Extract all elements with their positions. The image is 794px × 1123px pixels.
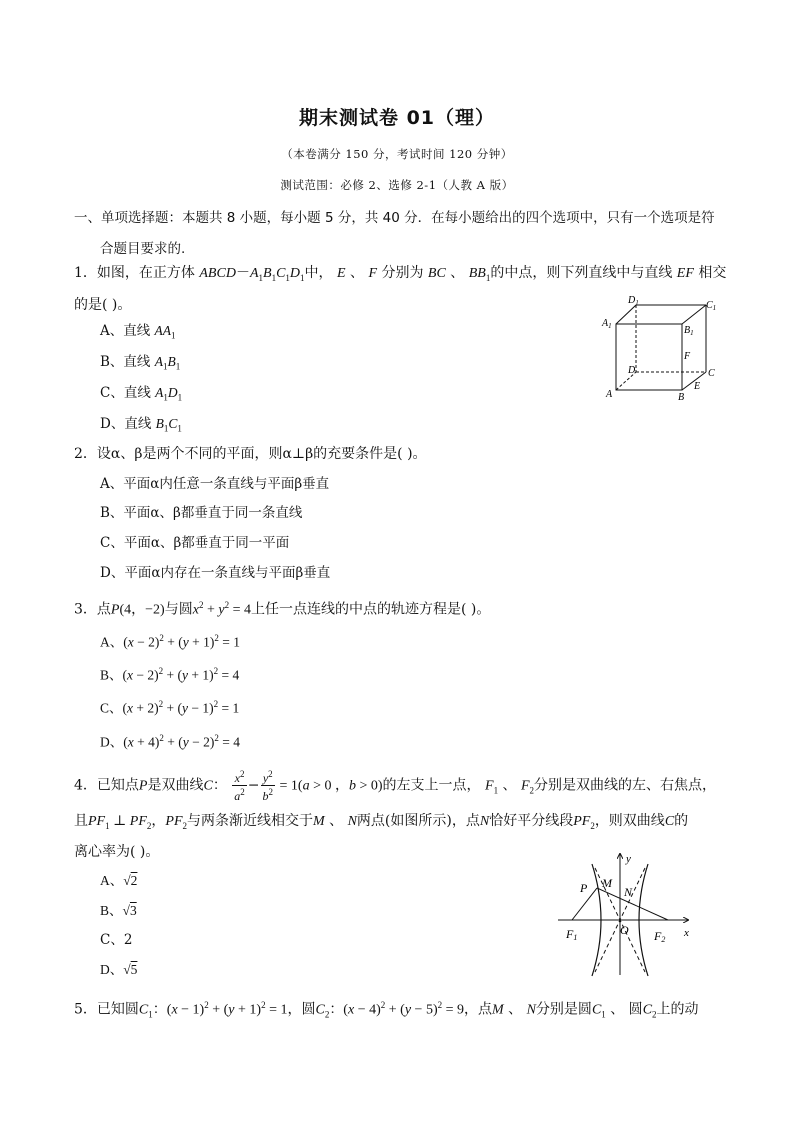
q1-option-b: B、直线 $A_1B_1$: [100, 354, 181, 372]
q4-option-c: C、2: [100, 932, 133, 948]
cube-label-b: B: [678, 392, 685, 402]
hyperbola-figure: [550, 850, 700, 978]
q3-option-d: D、$(x + 4)^2 + (y - 2)^2 = 4$: [100, 733, 240, 750]
q1-stem-e: 相交: [698, 265, 727, 281]
q1-option-c: C、直线 $A_1D_1$: [100, 385, 183, 403]
cube-label-d1: $D_1$: [628, 295, 639, 307]
cube-label-d: D: [628, 365, 636, 376]
q1-option-d: D、直线 $B_1C_1$: [100, 416, 182, 434]
q1-stem-c: 分别为: [381, 265, 424, 281]
score-note: （本卷满分 150 分，考试时间 120 分钟）: [281, 147, 513, 161]
section-heading-line2: 合题目要求的.: [100, 241, 186, 257]
hyp-label-n: N: [624, 885, 633, 899]
q1-stem-line2: 的是( )。: [74, 297, 132, 313]
q3-option-c: C、$(x + 2)^2 + (y - 1)^2 = 1$: [100, 699, 240, 716]
hyp-label-x: x: [684, 927, 689, 939]
cube-label-a: A: [606, 389, 613, 400]
hyp-label-f1: F1: [566, 927, 578, 942]
cube-label-a1: $A_1$: [602, 318, 612, 330]
q4-line2: 且$PF_1$ ⊥ $PF_2$，$PF_2$与两条渐近线相交于M 、 N两点(如图所示)，点N恰好平分线段$PF_2$，则双曲线C的: [74, 813, 689, 831]
q3-option-a: A、$(x - 2)^2 + (y + 1)^2 = 1$: [100, 633, 240, 650]
q1-cube-name: ABCD: [199, 266, 236, 281]
q4-line3: 离心率为( )。: [74, 844, 160, 860]
q2-option-b: B、平面α、β都垂直于同一条直线: [100, 505, 303, 521]
hyp-label-o: O: [620, 923, 629, 937]
q4-option-d: D、√5: [100, 962, 138, 977]
hyp-label-f2: F2: [654, 929, 666, 944]
q3-option-b: B、$(x - 2)^2 + (y + 1)^2 = 4$: [100, 666, 240, 683]
q2-option-a: A、平面α内任意一条直线与平面β垂直: [100, 476, 330, 492]
q1-stem-d: 的中点，则下列直线中与直线: [490, 265, 673, 281]
q1-stem-b: 中，: [304, 265, 333, 281]
hyp-label-p: P: [580, 881, 588, 895]
q5-stem: 5．已知圆$C_1$：$(x - 1)^2 + (y + 1)^2 = 1$，圆$C_2$：$(x - 4)^2 + (y - 5)^2 = 9$，点M 、 N分别是圆$C_1$ 、 圆$C_2$上的动: [74, 1000, 699, 1020]
q2-option-c: C、平面α、β都垂直于同一平面: [100, 535, 290, 551]
cube-label-e: E: [694, 381, 701, 392]
cube-label-c1: $C_1$: [706, 300, 717, 312]
hyp-label-m: M: [602, 876, 612, 890]
q2-stem: 2．设α、β是两个不同的平面，则α⊥β的充要条件是( )。: [74, 446, 427, 462]
q1-option-a: A、直线 $AA_1$: [100, 323, 176, 341]
hyp-label-y: y: [626, 853, 631, 865]
q4-stem: 4．已知点P是双曲线C： $\frac{x^2}{a^2}$ − $\frac{y^2}{b^2}$ = 1(a > 0 ，b > 0)的左支上一点， $F_1$ 、 $F_2$分别是双曲线的左、右焦点，: [74, 769, 717, 803]
page-title: 期末测试卷 01（理）: [298, 107, 496, 129]
q1-stem-a: 1．如图，在正方体: [74, 265, 195, 281]
cube-label-b1: $B_1$: [684, 325, 694, 337]
cube-label-c: C: [708, 368, 715, 379]
scope-note: 测试范围：必修 2、选修 2-1（人教 A 版）: [280, 178, 514, 192]
q1-stem: 1．如图，在正方体 $ABCD-A_1B_1C_1D_1$中， E 、 F 分别为 BC 、 $BB_1$的中点，则下列直线中与直线 EF 相交: [74, 265, 727, 283]
q3-stem: 3．点P(4，−2)与圆$x^2 + y^2 = 4$上任一点连线的中点的轨迹方程是( )。: [74, 600, 491, 618]
q4-option-b: B、√3: [100, 903, 137, 918]
q4-option-a: A、√2: [100, 873, 138, 888]
cube-figure: [598, 294, 728, 402]
section-heading-line1: 一、单项选择题：本题共 8 小题，每小题 5 分，共 40 分．在每小题给出的四个选项中，只有一个选项是符: [74, 210, 715, 226]
cube-label-f: F: [684, 351, 691, 362]
q2-option-d: D、平面α内存在一条直线与平面β垂直: [100, 565, 331, 581]
